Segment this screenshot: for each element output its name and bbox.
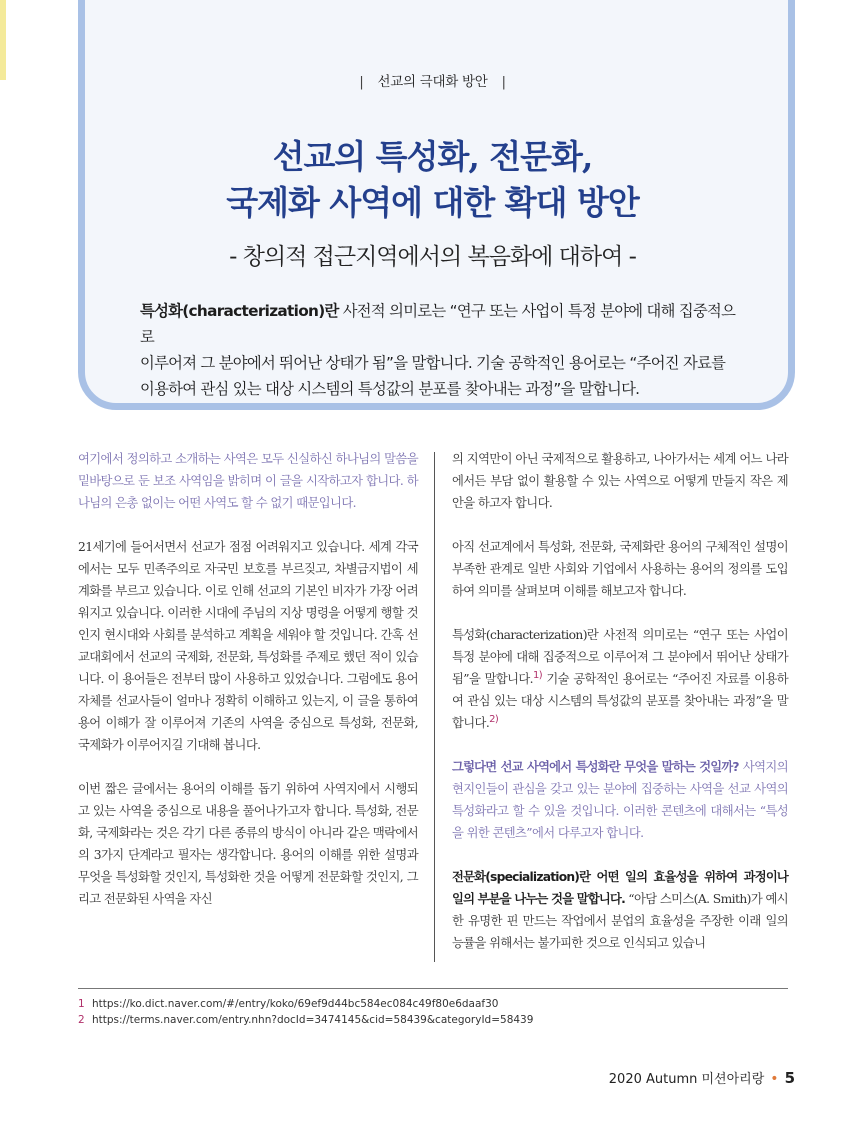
footnote-2-number: 2 <box>78 1014 85 1026</box>
right-paragraph-4-question: 그렇다면 선교 사역에서 특성화란 무엇을 말하는 것일까? <box>452 760 739 774</box>
column-divider <box>434 452 435 962</box>
right-paragraph-4 <box>452 756 788 844</box>
right-column <box>452 448 788 976</box>
section-label-bar-left: | <box>359 74 364 90</box>
footnotes <box>78 996 788 1028</box>
footnote-1-link[interactable]: https://ko.dict.naver.com/#/entry/koko/69ef9d44bc584ec084c49f80e6daaf30 <box>92 998 499 1010</box>
footnote-ref-1: 1) <box>533 669 543 681</box>
page-title <box>0 134 865 226</box>
section-label <box>0 70 865 90</box>
intro-term: 특성화(characterization)란 <box>140 302 339 320</box>
right-paragraph-1: 의 지역만이 아닌 국제적으로 활용하고, 나아가서는 세계 어느 나라에서든 부담 없이 활용할 수 있는 사역으로 어떻게 만들지 작은 제안을 하고자 합니다. <box>452 452 788 510</box>
right-paragraph-2: 아직 선교계에서 특성화, 전문화, 국제화란 용어의 구체적인 설명이 부족한 관계로 일반 사회와 기업에서 사용하는 용어의 정의를 도입하여 의미를 살펴보며 이해를 해보고자 합니다. <box>452 540 788 598</box>
section-label-text: 선교의 극대화 방안 <box>377 74 488 90</box>
page-subtitle: - 창의적 접근지역에서의 복음화에 대하여 - <box>229 244 636 270</box>
intro-line2: 이루어져 그 분야에서 뛰어난 상태가 됨”을 말합니다. 기술 공학적인 용어로는 “주어진 자료를 <box>140 354 726 372</box>
left-paragraph-2: 21세기에 들어서면서 선교가 점점 어려워지고 있습니다. 세계 각국에서는 모두 민족주의로 자국민 보호를 부르짖고, 차별금지법이 세계화를 부르고 있습니다. 이로 인해 선교의 기본인 비자가 가장 어려워지고 있습니다. 이러한 시대에 주님의 지상 명령을 어떻게 행할 것인지 현시대와 사회를 분석하고 계획을 세워야 할 것입니다. 간혹 선교대회에서 선교의 국제화, 전문화, 특성화를 주제로 했던 적이 있습니다. 이 용어들은 전부터 많이 사용하고 있었습니다. 그럼에도 용어 자체를 선교사들이 얼마나 정확히 이해하고 있는지, 이 글을 통하여 용어 이해가 잘 이루어져 기존의 사역을 중심으로 특성화, 전문화, 국제화가 이루어지길 기대해 봅니다. <box>78 540 418 752</box>
right-paragraph-5-definition: 전문화(specialization)란 어떤 일의 효율성을 위하여 과정이나 일의 부분을 나누는 것을 말합니다. <box>452 870 788 906</box>
footnote-1 <box>78 996 788 1012</box>
section-label-bar-right: | <box>501 74 506 90</box>
footnote-2 <box>78 1012 788 1028</box>
left-paragraph-3: 이번 짧은 글에서는 용어의 이해를 돕기 위하여 사역지에서 시행되고 있는 사역을 중심으로 내용을 풀어나가고자 합니다. 특성화, 전문화, 국제화라는 것은 각기 다른 종류의 방식이 아니라 같은 맥락에서의 3가지 단계라고 필자는 생각합니다. 용어의 이해를 위한 설명과 무엇을 특성화할 것인지, 특성화한 것을 어떻게 전문화할 것인지, 그리고 전문화된 사역을 자신 <box>78 782 418 906</box>
page-footer <box>609 1068 795 1087</box>
intro-line3: 이용하여 관심 있는 대상 시스템의 특성값의 분포를 찾아내는 과정”을 말합니다. <box>140 380 640 398</box>
footnote-rule <box>78 988 788 989</box>
right-paragraph-3-b: 기술 공학적인 용어로는 “주어진 자료를 이용하여 관심 있는 대상 시스템의 특성값의 분포를 찾아내는 과정”을 말합니다. <box>452 672 788 730</box>
page-number: 5 <box>784 1069 795 1087</box>
page-title-line2: 국제화 사역에 대한 확대 방안 <box>226 183 639 222</box>
intro-line1 <box>140 298 740 350</box>
left-paragraph-1: 여기에서 정의하고 소개하는 사역은 모두 신실하신 하나님의 말씀을 밑바탕으로 둔 보조 사역임을 밝히며 이 글을 시작하고자 합니다. 하나님의 은총 없이는 어떤 사역도 할 수 없기 때문입니다. <box>78 452 418 510</box>
publication-name: 2020 Autumn 미션아리랑 <box>608 1072 765 1087</box>
left-edge-stripe <box>0 0 6 80</box>
intro-line1-rest: 사전적 의미로는 “연구 또는 사업이 특정 분야에 대해 집중적으로 <box>140 302 736 346</box>
right-paragraph-5-rest: “아담 스미스(A. Smith)가 예시한 유명한 핀 만드는 작업에서 분업의 효율성을 주장한 이래 일의 능률을 위해서는 불가피한 것으로 인식되고 있습니 <box>452 892 789 950</box>
left-column <box>78 448 418 932</box>
page-title-line1: 선교의 특성화, 전문화, <box>272 137 593 176</box>
intro-paragraph <box>140 298 740 402</box>
footnote-2-link[interactable]: https://terms.naver.com/entry.nhn?docId=3474145&cid=58439&categoryId=58439 <box>92 1014 534 1026</box>
footnote-ref-2: 2) <box>489 713 499 725</box>
right-paragraph-5 <box>452 866 788 954</box>
right-paragraph-4-rest: 사역지의 현지인들이 관심을 갖고 있는 분야에 집중하는 사역을 선교 사역의 특성화라고 할 수 있을 것입니다. 이러한 콘텐츠에 대해서는 “특성을 위한 콘텐츠”에서 다루고자 합니다. <box>452 760 788 840</box>
right-paragraph-3-a: 특성화(characterization)란 사전적 의미로는 “연구 또는 사업이 특정 분야에 대해 집중적으로 이루어져 그 분야에서 뛰어난 상태가 됨”을 말합니다. <box>452 628 788 686</box>
footnote-1-number: 1 <box>78 998 85 1010</box>
footer-dot-separator: • <box>770 1071 779 1087</box>
right-paragraph-3 <box>452 624 788 734</box>
